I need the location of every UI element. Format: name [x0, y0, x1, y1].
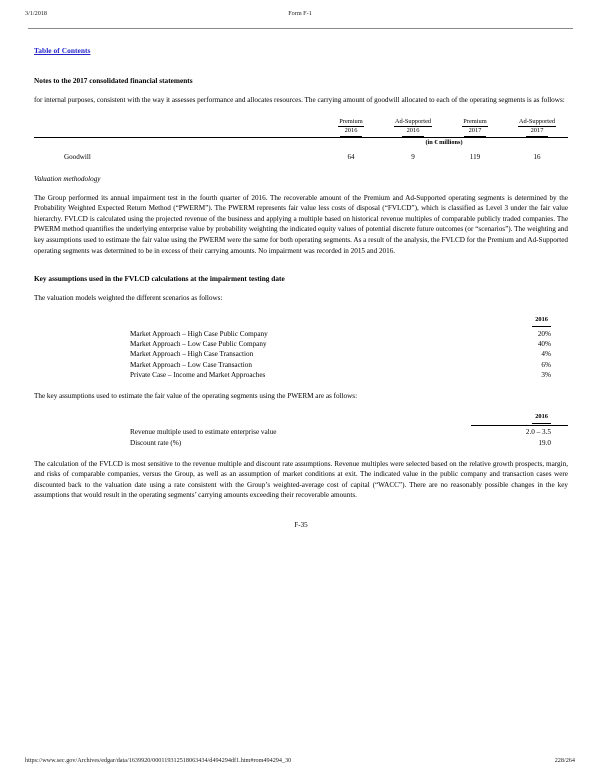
- table-row: [34, 349, 568, 359]
- table-row: [34, 426, 568, 438]
- cell-goodwill-premium-2017: 119: [469, 152, 481, 161]
- goodwill-table: [34, 118, 568, 161]
- column-header-year: 2016: [402, 127, 424, 137]
- units-note: (in € millions): [320, 137, 568, 146]
- scenario-year-header-row: [34, 315, 568, 328]
- document-content: [34, 40, 568, 529]
- scenario-value: 20%: [537, 329, 551, 338]
- scenario-weighting-table: [34, 315, 568, 381]
- table-row: [34, 370, 568, 380]
- scenario-label: Market Approach – High Case Transaction: [130, 350, 254, 359]
- table-row: [34, 146, 568, 161]
- assumption-label: Revenue multiple used to estimate enterprise value: [130, 428, 277, 437]
- intro-paragraph: for internal purposes, consistent with the way it assesses performance and allocates resources. The carrying amount of goodwill allocated to each of the operating segments is as follows:: [34, 96, 565, 104]
- table-row: [34, 339, 568, 349]
- key-assumptions-heading: Key assumptions used in the FVLCD calculations at the impairment testing date: [34, 274, 285, 284]
- valuation-methodology-paragraph: The Group performed its annual impairment test in the fourth quarter of 2016. The recoverable amount of the Premium and Ad-Supported operating segments is determined by the Probability Weighted Expected Return Method (“PWERM”). The PWERM represents fair value less costs of disposal (“FVLCD”), which is classified as Level 3 under the fair value hierarchy. FVLCD is calculated using the projected revenue of the business and applying a multiple based on historical revenue multiples of comparable publicly traded companies. The PWERM method quantifies the underlying enterprise value by probability weighting the indicated equity values of potential discrete future outcomes (or “scenarios”). The weighting and key assumptions used to estimate the fair value using the PWERM were the same for both operating segments. As a result of the analysis, the FVLCD for the Premium and Ad-Supported operating segments was determined to be in excess of their carrying amounts. No impairment was recorded in 2015 and 2016.: [34, 193, 568, 255]
- scenario-value: 6%: [541, 360, 551, 369]
- key-assumptions-table: [34, 412, 568, 448]
- goodwill-header-blank: [34, 118, 320, 138]
- notes-heading: Notes to the 2017 consolidated financial statements: [34, 76, 193, 85]
- table-row: [34, 328, 568, 339]
- scenario-label: Market Approach – High Case Public Company: [130, 329, 268, 338]
- goodwill-units-row: [34, 137, 568, 146]
- cell-goodwill-premium-2016: 64: [347, 152, 355, 161]
- column-header-name: Premium: [338, 118, 363, 128]
- table-row: [34, 438, 568, 449]
- assumptions-year-label: 2016: [532, 412, 551, 424]
- assumptions-year-blank: [34, 412, 471, 426]
- scenario-label: Market Approach – Low Case Transaction: [130, 360, 252, 369]
- print-header-date: 3/1/2018: [25, 10, 48, 17]
- column-header-name: Ad-Supported: [518, 118, 556, 128]
- sensitivity-paragraph: The calculation of the FVLCD is most sensitive to the revenue multiple and discount rate assumptions. Revenue multiples were selected based on the relative growth prospects, margin, and risks of comparable companies, versus the Group, as well as an assumption of market conditions at exit. The indicated value in the public company and transaction cases were discounted back to the valuation date using a rate consistent with the Group’s weighted-average cost of capital (“WACC”). There are no reasonably possible changes in the key assumptions that would result in the operating segments’ carrying amounts exceeding their recoverable amounts.: [34, 459, 568, 500]
- column-header-ad-supported-2017: [506, 118, 568, 138]
- scenario-year-label: 2016: [532, 315, 551, 327]
- print-header-title: Form F-1: [288, 10, 312, 17]
- cell-goodwill-ad-supported-2017: 16: [533, 152, 541, 161]
- row-label-goodwill: Goodwill: [64, 152, 91, 161]
- assumption-value: 19.0: [538, 438, 551, 447]
- column-header-ad-supported-2016: [382, 118, 444, 138]
- scenario-value: 4%: [541, 350, 551, 359]
- scenario-label: Market Approach – Low Case Public Company: [130, 340, 267, 349]
- scenario-value: 3%: [541, 371, 551, 380]
- assumption-label: Discount rate (%): [130, 438, 182, 447]
- scenario-year-header: [491, 315, 568, 328]
- scenario-year-blank: [34, 315, 491, 328]
- column-header-year: 2016: [340, 127, 362, 137]
- table-of-contents-link[interactable]: Table of Contents: [34, 46, 91, 55]
- column-header-name: Premium: [462, 118, 487, 128]
- valuation-methodology-heading: Valuation methodology: [34, 174, 101, 183]
- scenario-label: Private Case – Income and Market Approaches: [130, 371, 266, 380]
- column-header-name: Ad-Supported: [394, 118, 432, 128]
- print-header: [0, 10, 600, 22]
- scenarios-intro-paragraph: The valuation models weighted the different scenarios as follows:: [34, 294, 223, 303]
- column-header-year: 2017: [464, 127, 486, 137]
- column-header-premium-2016: [320, 118, 382, 138]
- table-row: [34, 360, 568, 370]
- print-footer-page-count: 228/264: [554, 757, 575, 764]
- assumptions-year-header-row: [34, 412, 568, 426]
- assumption-value: 2.0 – 3.5: [471, 426, 568, 438]
- goodwill-header-row: [34, 118, 568, 138]
- print-footer-url: https://www.sec.gov/Archives/edgar/data/1639920/000119312518063434/d494294df1.htm#rom494294_30: [25, 757, 292, 764]
- assumptions-year-header: [471, 412, 568, 426]
- cell-goodwill-ad-supported-2016: 9: [411, 152, 415, 161]
- units-blank: [34, 137, 320, 146]
- header-divider: [28, 28, 573, 29]
- page-marker: F-35: [294, 520, 308, 529]
- column-header-year: 2017: [526, 127, 548, 137]
- column-header-premium-2017: [444, 118, 506, 138]
- assumptions-intro-paragraph: The key assumptions used to estimate the fair value of the operating segments using the PWERM are as follows:: [34, 391, 358, 400]
- scenario-value: 40%: [537, 340, 551, 349]
